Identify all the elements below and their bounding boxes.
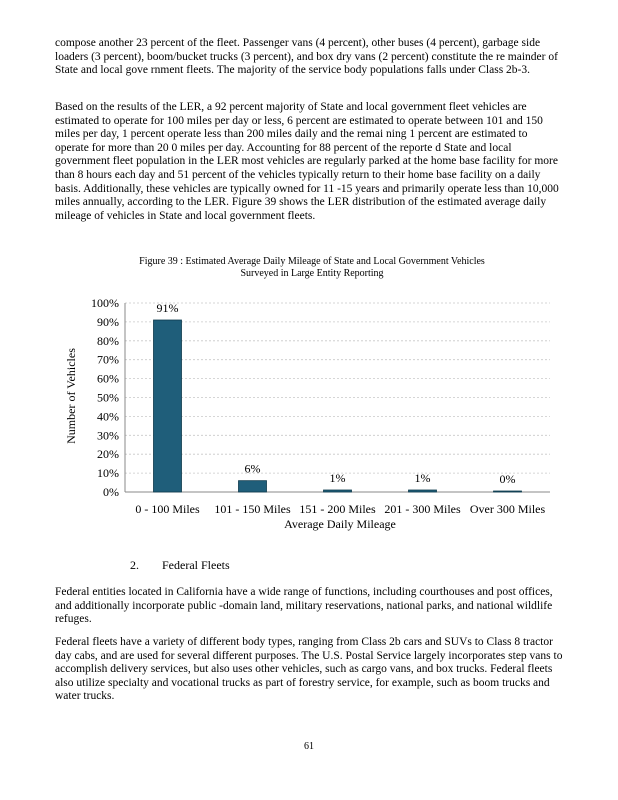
chart-y-tick-labels — [91, 296, 119, 499]
chart-x-tick-labels — [135, 502, 545, 516]
chart-x-axis-label: Average Daily Mileage — [284, 517, 396, 531]
bar-1 — [239, 481, 267, 492]
data-label-1: 6% — [244, 461, 261, 476]
section-number: 2. — [130, 558, 139, 572]
page-number: 61 — [304, 741, 314, 752]
chart-bars — [154, 320, 522, 492]
y-tick-label: 20% — [97, 447, 119, 462]
x-tick-label-4: Over 300 Miles — [469, 502, 546, 516]
y-tick-label: 40% — [97, 409, 119, 424]
bar-3 — [409, 490, 437, 492]
figure-caption-line-2: Surveyed in Large Entity Reporting — [240, 268, 384, 279]
y-tick-label: 90% — [97, 314, 119, 329]
chart-data-labels — [157, 301, 516, 486]
section-title: Federal Fleets — [162, 558, 230, 572]
y-tick-label: 50% — [97, 390, 119, 405]
bar-2 — [324, 490, 352, 492]
x-tick-label-2: 151 - 200 Miles — [299, 502, 376, 516]
data-label-4: 0% — [499, 472, 516, 486]
section-heading — [130, 558, 230, 573]
y-tick-label: 60% — [97, 371, 119, 386]
data-label-0: 91% — [156, 301, 179, 316]
y-tick-label: 30% — [97, 428, 119, 443]
y-tick-label: 10% — [97, 466, 119, 481]
paragraph-ler-results: Based on the results of the LER, a 92 percent majority of State and local government fleet vehicles are estimated to operate for 100 miles per day or less, 6 percent are estimated to operate between 101 and 150 miles per day, 1 percent operate less than 200 miles daily and the remai ning 1 percent are estimated to operate for more than 20 0 miles per day. Accounting for 88 percent of the reporte d State and local government fleet population in the LER most vehicles are regularly parked at the home base facility for more than 8 hours each day and 51 percent of the vehicles typically return to their home base facility on a daily basis. Additionally, these vehicles are typically owned for 11 -15 years and primarily operate less than 10,000 miles annually, according to the LER. Figure 39 shows the LER distribution of the estimated average daily mileage of vehicles in State and local government fleets. — [55, 101, 559, 222]
y-tick-label: 0% — [103, 485, 119, 499]
figure-caption — [62, 256, 562, 280]
x-tick-label-1: 101 - 150 Miles — [214, 502, 291, 516]
paragraph-federal-entities: Federal entities located in California have a wide range of functions, including courthouses and post offices, and additionally incorporate public -domain land, military reservations, national parks, and national wildlife refuges. — [55, 586, 553, 626]
bar-0 — [154, 320, 182, 492]
x-tick-label-0: 0 - 100 Miles — [135, 502, 200, 516]
paragraph-fleet-composition: compose another 23 percent of the fleet. Passenger vans (4 percent), other buses (4 percent), garbage side loaders (3 percent), boom/bucket trucks (3 percent), and box dry vans (2 percent) constitute the re mainder of State and local gove rnment fleets. The majority of the service body populations falls under Class 2b-3. — [55, 37, 558, 77]
data-label-2: 1% — [329, 471, 346, 485]
chart-gridlines — [125, 303, 550, 473]
y-tick-label: 70% — [97, 352, 119, 367]
y-tick-label: 100% — [91, 296, 119, 310]
y-tick-label: 80% — [97, 333, 119, 348]
x-tick-label-3: 201 - 300 Miles — [384, 502, 461, 516]
chart-y-axis-label: Number of Vehicles — [64, 348, 78, 444]
bar-4 — [494, 491, 522, 492]
paragraph-federal-body-types: Federal fleets have a variety of different body types, ranging from Class 2b cars and SUVs to Class 8 tractor day cabs, and are used for several different purposes. The U.S. Postal Service largely incorporates step vans to accomplish delivery services, but also uses other vehicles, such as cargo vans, and box trucks. Federal fleets also utilize specialty and vocational trucks as part of forestry service, for example, such as boom trucks and water trucks. — [55, 636, 563, 703]
daily-mileage-bar-chart — [55, 290, 565, 535]
data-label-3: 1% — [414, 471, 431, 485]
figure-caption-line-1: Figure 39 : Estimated Average Daily Mileage of State and Local Government Vehicles — [139, 256, 485, 267]
